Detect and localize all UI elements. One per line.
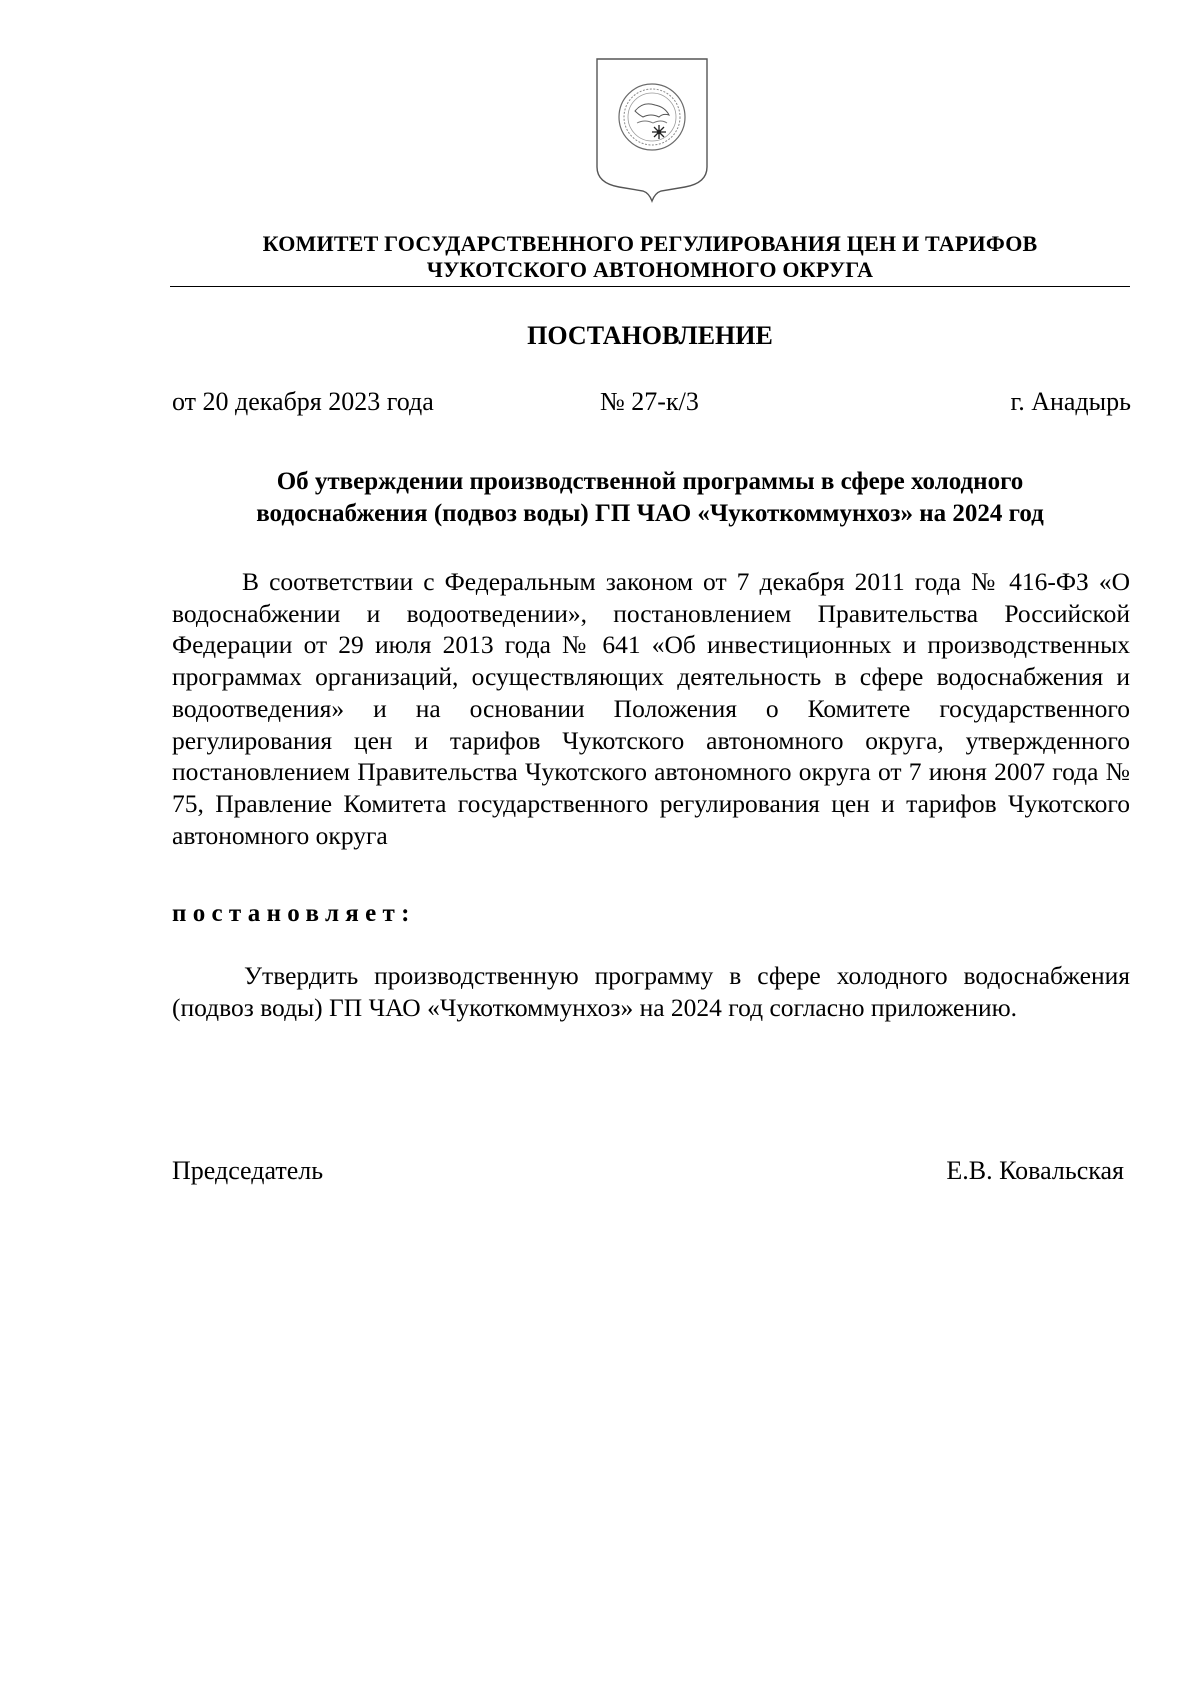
signatory-name: Е.В. Ковальская: [946, 1156, 1124, 1185]
document-type-title: ПОСТАНОВЛЕНИЕ: [527, 321, 773, 350]
signatory-title: Председатель: [172, 1156, 324, 1185]
resolve-word: постановляет:: [172, 900, 416, 927]
header-divider: [170, 286, 1130, 287]
document-number: № 27-к/3: [600, 387, 699, 416]
preamble-paragraph: В соответствии с Федеральным законом от 7 декабря 2011 года № 416-ФЗ «О водоснабжении и водоотведении», постановлением Правительства Российской Федерации от 29 июля 2013 года № 641 «Об инвестиционных и производственных программах организаций, осуществляющих деятельность в сфере водоснабжения и водоотведения» и на основании Положения о Комитете государственного регулирования цен и тарифов Чукотского автономного округа, утвержденного постановлением Правительства Чукотского автономного округа от 7 июня 2007 года № 75, Правление Комитета государственного регулирования цен и тарифов Чукотского автономного округа: [172, 567, 1130, 850]
document-city: г. Анадырь: [1010, 387, 1131, 416]
decision-paragraph: Утвердить производственную программу в сфере холодного водоснабжения (подвоз воды) ГП ЧАО «Чукоткоммунхоз» на 2024 год согласно приложению.: [172, 961, 1130, 1022]
organization-name-line1: КОМИТЕТ ГОСУДАРСТВЕННОГО РЕГУЛИРОВАНИЯ ЦЕН И ТАРИФОВ: [262, 231, 1038, 256]
document-subject-line2: водоснабжения (подвоз воды) ГП ЧАО «Чукоткоммунхоз» на 2024 год: [256, 500, 1044, 527]
organization-name-line2: ЧУКОТСКОГО АВТОНОМНОГО ОКРУГА: [426, 257, 874, 282]
document-date: от 20 декабря 2023 года: [172, 387, 434, 416]
coat-of-arms-emblem: [593, 55, 711, 205]
document-subject-line1: Об утверждении производственной программы в сфере холодного: [276, 468, 1024, 495]
